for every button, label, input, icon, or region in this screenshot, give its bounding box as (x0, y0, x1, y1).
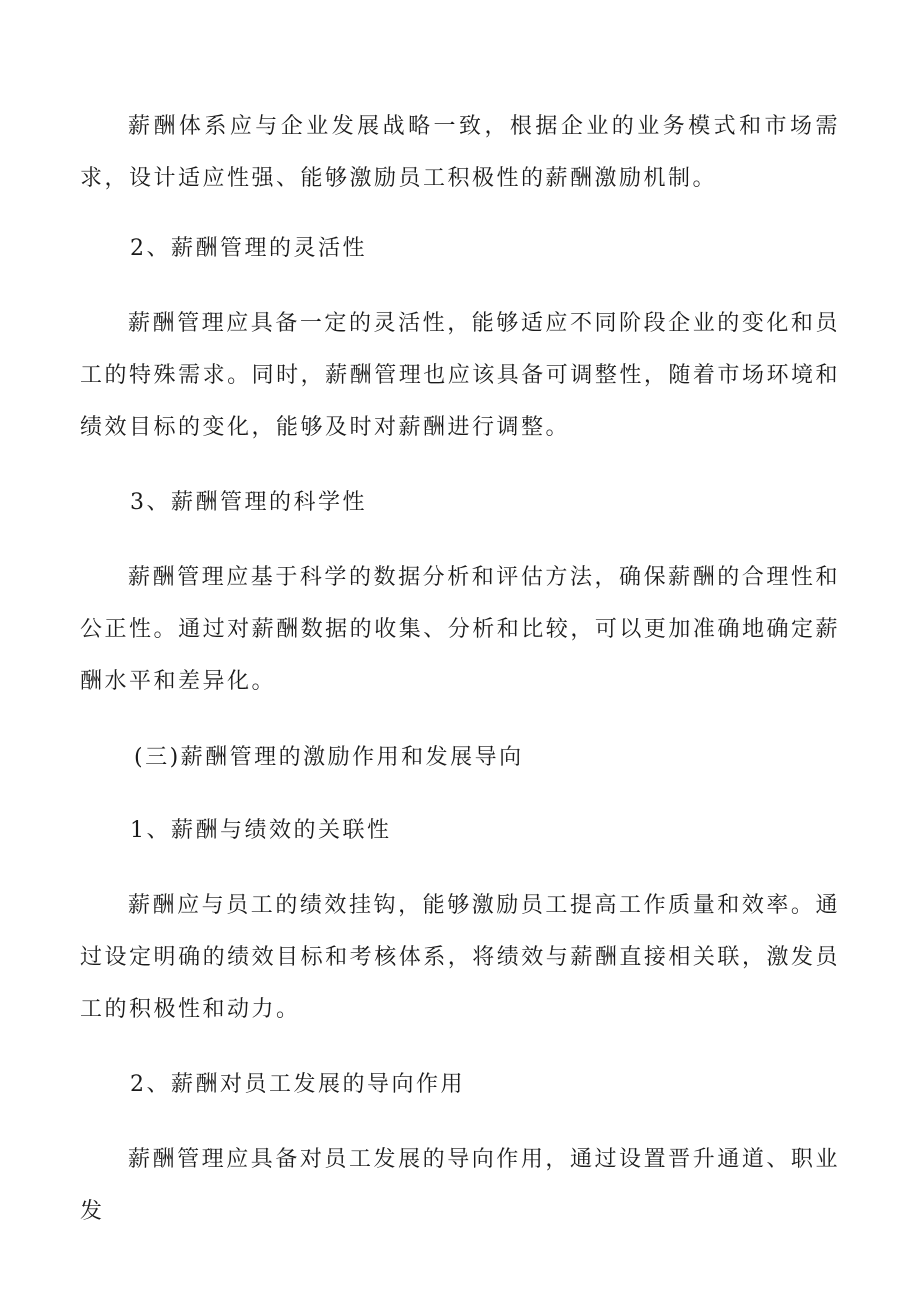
paragraph-performance-link: 薪酬应与员工的绩效挂钩，能够激励员工提高工作质量和效率。通过设定明确的绩效目标和考核体系，将绩效与薪酬直接相关联，激发员工的积极性和动力。 (80, 893, 840, 1022)
heading-development-guidance: 2、薪酬对员工发展的导向作用 (130, 1072, 465, 1097)
paragraph-development-guidance: 薪酬管理应具备对员工发展的导向作用，通过设置晋升通道、职业发 (80, 1147, 840, 1224)
heading-flexibility: 2、薪酬管理的灵活性 (130, 236, 367, 261)
heading-scientific: 3、薪酬管理的科学性 (130, 490, 367, 515)
paragraph-scientific: 薪酬管理应基于科学的数据分析和评估方法，确保薪酬的合理性和公正性。通过对薪酬数据的收集、分析和比较，可以更加准确地确定薪酬水平和差异化。 (80, 565, 840, 694)
paragraph-flexibility: 薪酬管理应具备一定的灵活性，能够适应不同阶段企业的变化和员工的特殊需求。同时，薪酬管理也应该具备可调整性，随着市场环境和绩效目标的变化，能够及时对薪酬进行调整。 (80, 311, 840, 440)
heading-performance-link: 1、薪酬与绩效的关联性 (130, 818, 392, 843)
paragraph-compensation-strategy: 薪酬体系应与企业发展战略一致，根据企业的业务模式和市场需求，设计适应性强、能够激励员工积极性的薪酬激励机制。 (80, 114, 840, 191)
section-heading-incentive: (三)薪酬管理的激励作用和发展导向 (134, 745, 524, 770)
